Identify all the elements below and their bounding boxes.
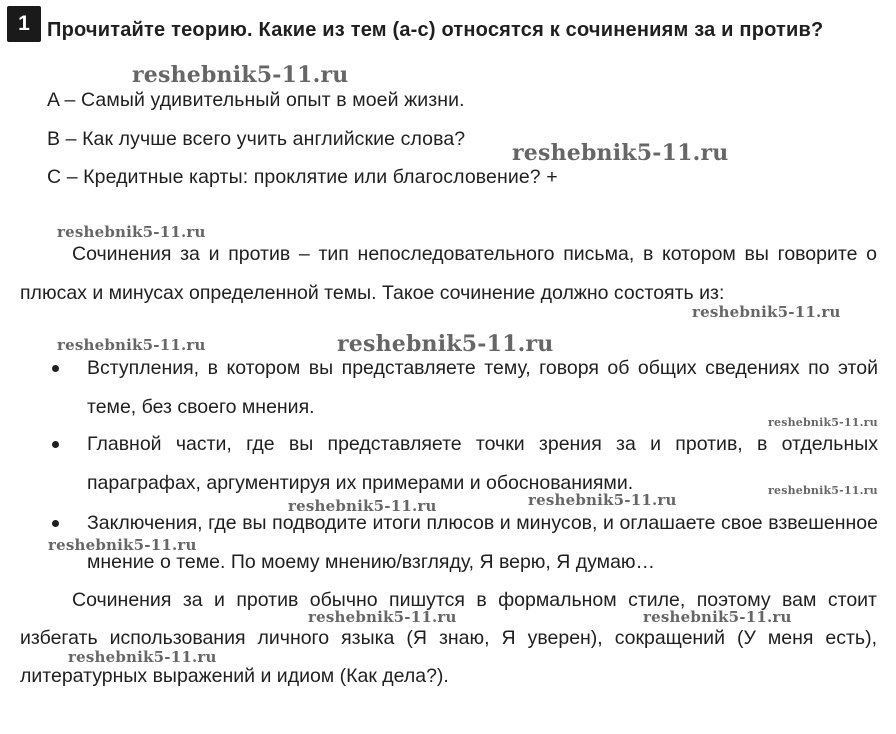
option-a: A – Самый удивительный опыт в моей жизни. [47,89,465,111]
bullet-text: Главной части, где вы представляете точки зрения за и против, в отдельных параграфах, аргументируя их примерами и обоснованиями. [87,433,878,494]
bullet-text: Вступления, в котором вы представляете тему, говоря об общих сведениях по этой теме, без своего мнения. [87,357,878,418]
watermark: reshebnik5-11.ru [512,140,729,166]
watermark: reshebnik5-11.ru [337,331,554,357]
option-c: C – Кредитные карты: проклятие или благословение? + [47,166,558,188]
watermark: reshebnik5-11.ru [643,608,792,626]
watermark: reshebnik5-11.ru [57,336,206,354]
intro-paragraph: Сочинения за и против – тип непоследовательного письма, в котором вы говорите о плюсах и минусах определенной темы. Такое сочинение должно состоять из: [20,243,877,304]
watermark: reshebnik5-11.ru [57,223,206,241]
watermark: reshebnik5-11.ru [68,648,217,666]
watermark: reshebnik5-11.ru [692,303,841,321]
watermark: reshebnik5-11.ru [768,416,878,429]
watermark: reshebnik5-11.ru [768,484,878,497]
task-title: Прочитайте теорию. Какие из тем (a-c) относятся к сочинениям за и против? [47,19,824,41]
watermark: reshebnik5-11.ru [308,608,457,626]
bullet-text: Заключения, где вы подводите итоги плюсов и минусов, и оглашаете свое взвешенное мнение о теме. По моему мнению/взгляду, Я верю, Я думаю… [87,512,878,573]
watermark: reshebnik5-11.ru [48,536,197,554]
bullet-icon [52,520,59,527]
watermark: reshebnik5-11.ru [132,62,349,88]
closing-paragraph: Сочинения за и против обычно пишутся в формальном стиле, поэтому вам стоит избегать использования личного языка (Я знаю, Я уверен), сокращений (У меня есть), литературных выражений и идиом (Как дела?). [20,589,877,687]
bullet-icon [52,441,59,448]
task-number-badge: 1 [7,6,41,42]
bullet-icon [52,365,59,372]
watermark: reshebnik5-11.ru [528,491,677,509]
option-b: B – Как лучше всего учить английские слова? [47,128,466,150]
watermark: reshebnik5-11.ru [288,497,437,515]
